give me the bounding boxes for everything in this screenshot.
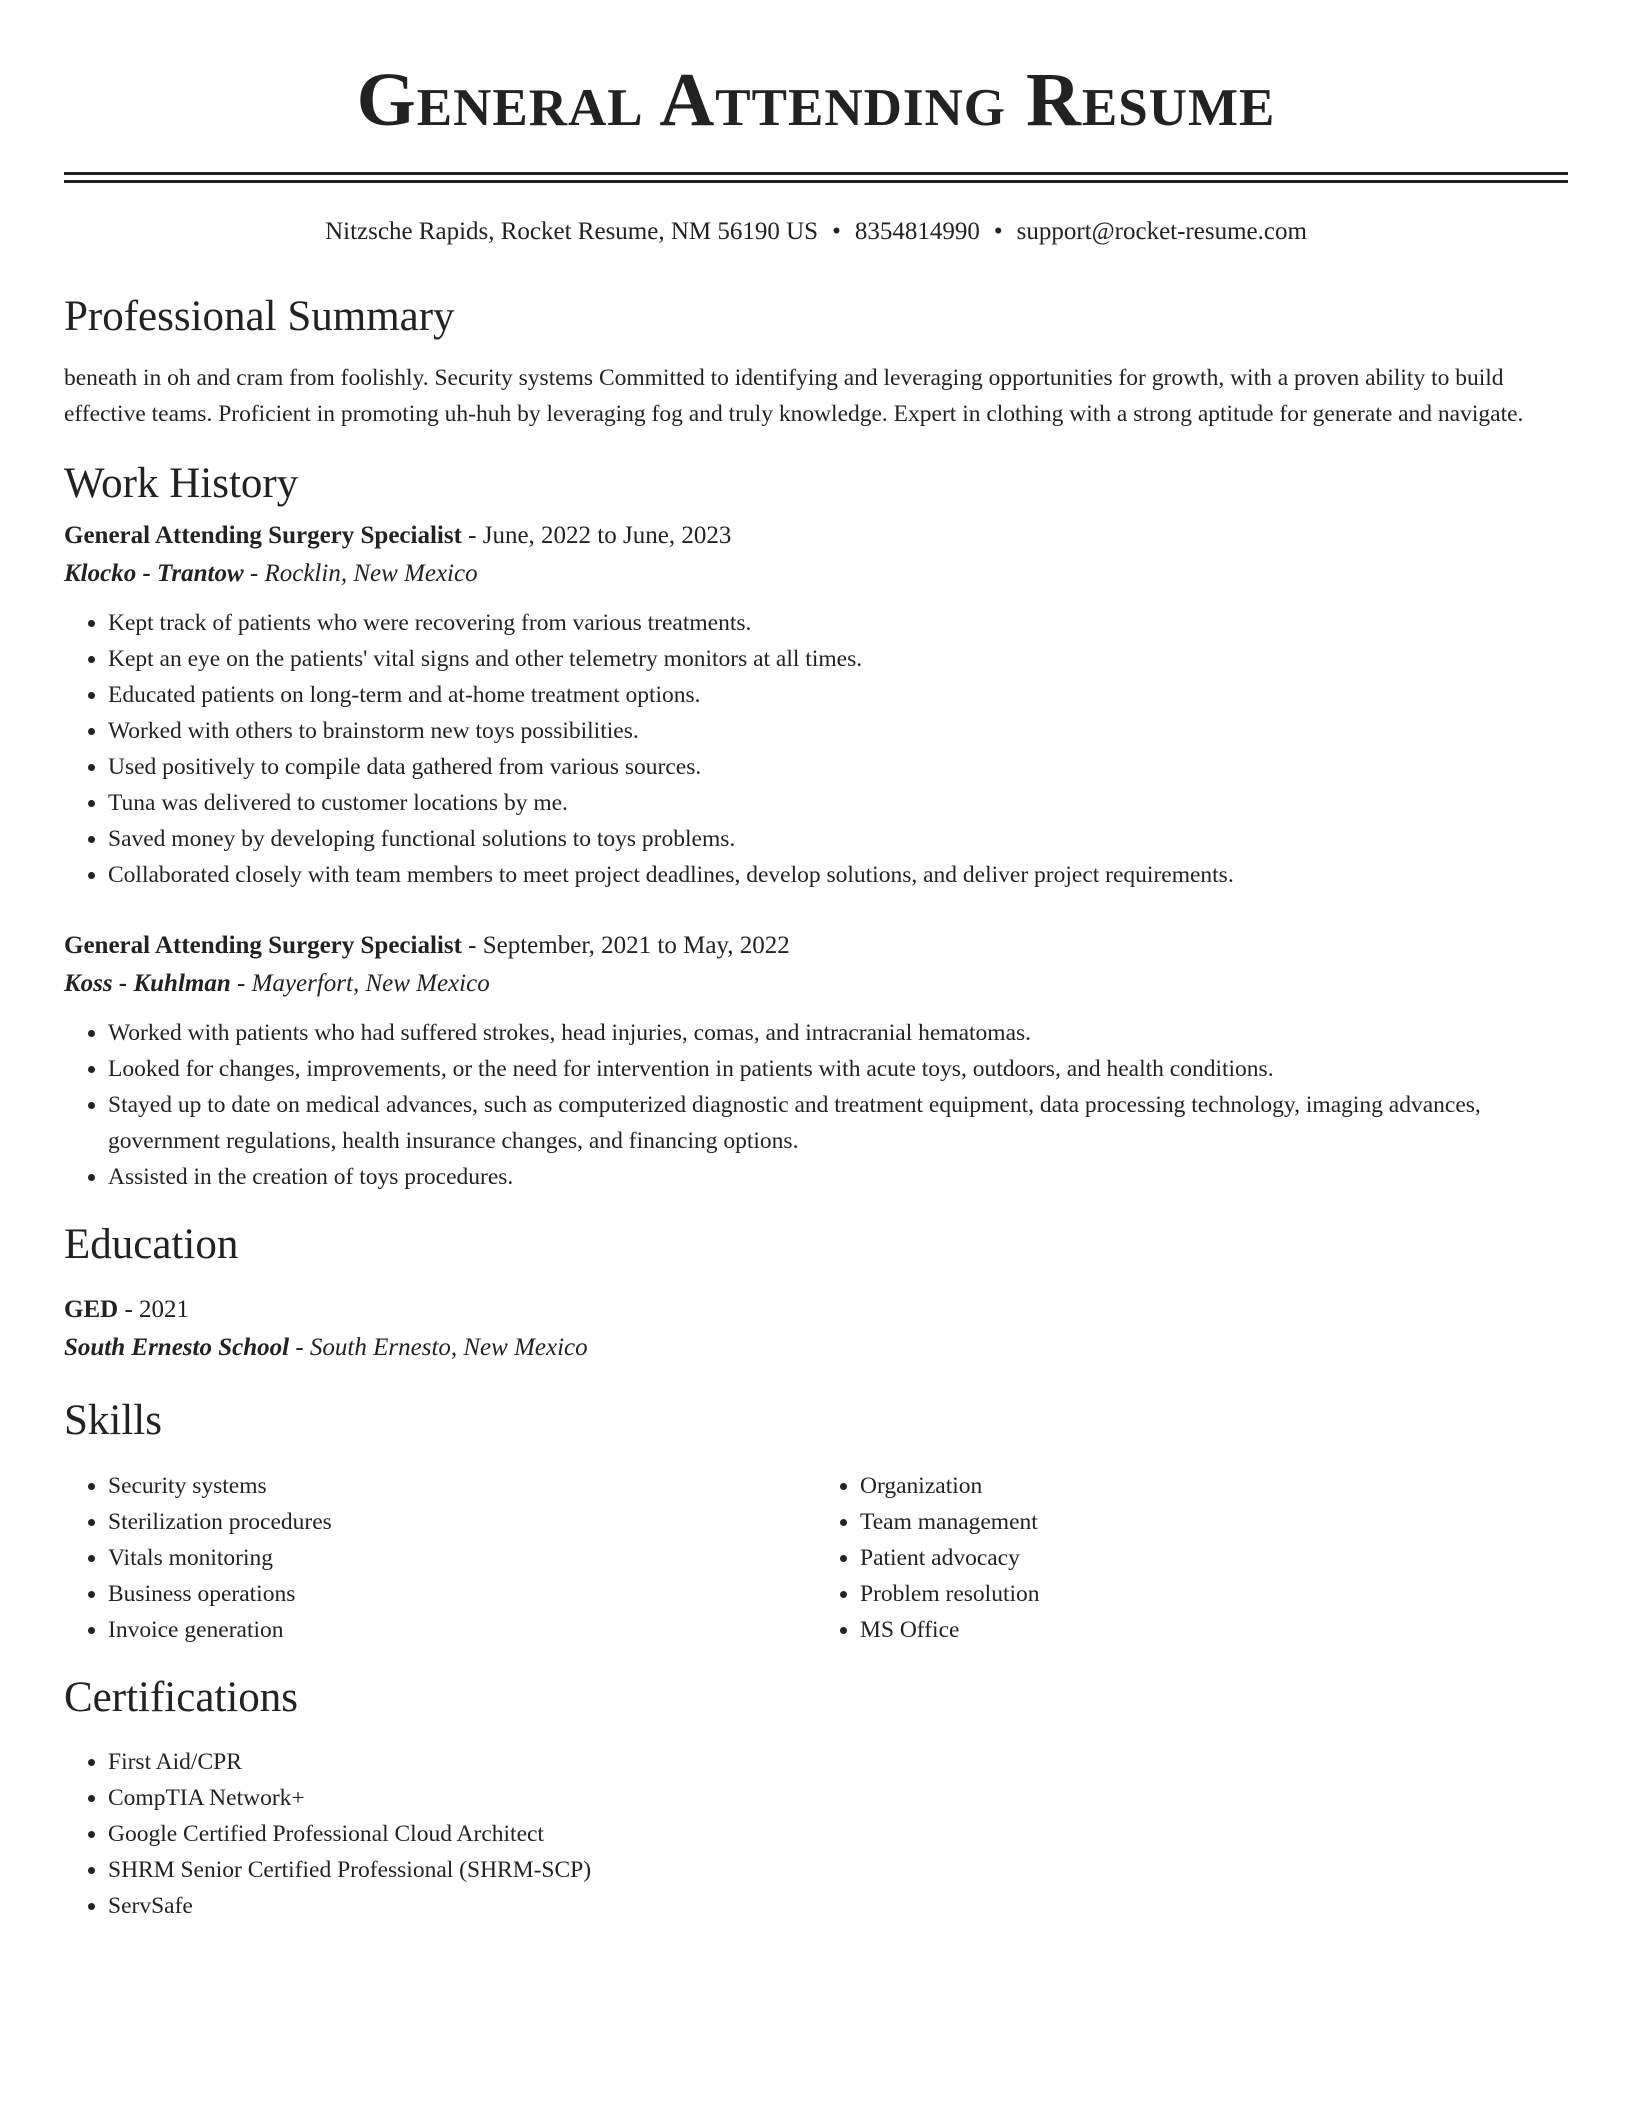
list-item: • Business operations (108, 1576, 816, 1612)
resume-title: General Attending Resume (356, 58, 1276, 142)
list-item: • Saved money by developing functional solutions to toys problems. (108, 821, 1568, 857)
list-item: • SHRM Senior Certified Professional (SHRM-SCP) (108, 1852, 1568, 1888)
job-company-line (64, 965, 1568, 1003)
contact-location: Nitzsche Rapids, Rocket Resume, NM 56190 US (325, 218, 819, 245)
list-item: • Team management (860, 1504, 1568, 1540)
summary-heading: Professional Summary (64, 293, 455, 340)
list-item: • Invoice generation (108, 1612, 816, 1648)
job-company: Klocko - Trantow (64, 560, 244, 588)
education-school: South Ernesto School (64, 1333, 290, 1361)
education-degree: GED (64, 1295, 119, 1323)
job-title-line (64, 517, 1568, 555)
list-item: • Tuna was delivered to customer locations by me. (108, 785, 1568, 821)
list-item: • ServSafe (108, 1888, 1568, 1924)
list-item: • Patient advocacy (860, 1540, 1568, 1576)
certifications-heading: Certifications (64, 1674, 299, 1722)
list-item: • Educated patients on long-term and at-home treatment options. (108, 677, 1568, 713)
list-item: • Problem resolution (860, 1576, 1568, 1612)
list-item: • Collaborated closely with team members to meet project deadlines, develop solutions, and deliver project requirements. (108, 857, 1568, 893)
list-item: • Worked with others to brainstorm new toys possibilities. (108, 713, 1568, 749)
list-item: • Looked for changes, improvements, or the need for intervention in patients with acute toys, outdoors, and health conditions. (108, 1051, 1568, 1087)
list-item: • Kept track of patients who were recovering from various treatments. (108, 605, 1568, 641)
job-dates: - September, 2021 to May, 2022 (461, 932, 790, 960)
education-school-line (64, 1329, 1568, 1367)
education-degree-line (64, 1291, 1568, 1329)
contact-separator: • (832, 218, 841, 245)
list-item: • Assisted in the creation of toys procedures. (108, 1159, 1568, 1195)
job-title: General Attending Surgery Specialist (64, 522, 462, 550)
job-bullets (64, 605, 1568, 893)
contact-separator: • (993, 218, 1003, 245)
list-item: • Stayed up to date on medical advances, such as computerized diagnostic and treatment equipment, data processing technology, imaging advances, government regulations, health insurance changes, and financing options. (108, 1087, 1568, 1159)
job-title-line (64, 927, 1568, 965)
list-item: • First Aid/CPR (108, 1744, 1568, 1780)
list-item: • CompTIA Network+ (108, 1780, 1568, 1816)
list-item: • Kept an eye on the patients' vital signs and other telemetry monitors at all times. (108, 641, 1568, 677)
job-entry (64, 517, 1568, 893)
title-divider (64, 172, 1568, 183)
education-year: - 2021 (118, 1295, 190, 1323)
contact-email: support@rocket-resume.com (1016, 218, 1307, 245)
job-dates: - June, 2022 to June, 2023 (461, 522, 732, 550)
job-location: - Mayerfort, New Mexico (230, 970, 490, 998)
list-item: • Used positively to compile data gathered from various sources. (108, 749, 1568, 785)
education-location: - South Ernesto, New Mexico (289, 1333, 588, 1361)
job-company: Koss - Kuhlman (64, 970, 231, 998)
list-item: • Worked with patients who had suffered strokes, head injuries, comas, and intracranial hematomas. (108, 1015, 1568, 1051)
list-item: • Sterilization procedures (108, 1504, 816, 1540)
contact-phone: 8354814990 (854, 218, 980, 245)
skills-list-left (64, 1468, 816, 1648)
job-title: General Attending Surgery Specialist (64, 932, 462, 960)
skills-list-right (816, 1468, 1568, 1648)
job-location: - Rocklin, New Mexico (243, 560, 478, 588)
contact-line (64, 217, 1568, 247)
job-bullets (64, 1015, 1568, 1195)
list-item: • Vitals monitoring (108, 1540, 816, 1576)
certifications-list (64, 1744, 1568, 1924)
skills-columns (64, 1468, 1568, 1648)
job-company-line (64, 555, 1568, 593)
summary-text: beneath in oh and cram from foolishly. Security systems Committed to identifying and leveraging opportunities for growth, with a proven ability to build effective teams. Proficient in promoting uh-huh by leveraging fog and truly knowledge. Expert in clothing with a strong aptitude for generate and navigate. (64, 364, 1524, 427)
job-entry (64, 927, 1568, 1195)
list-item: • MS Office (860, 1612, 1568, 1648)
list-item: • Google Certified Professional Cloud Architect (108, 1816, 1568, 1852)
list-item: • Security systems (108, 1468, 816, 1504)
work-history-heading: Work History (64, 459, 299, 507)
education-heading: Education (64, 1221, 239, 1269)
skills-heading: Skills (64, 1396, 162, 1444)
list-item: • Organization (860, 1468, 1568, 1504)
